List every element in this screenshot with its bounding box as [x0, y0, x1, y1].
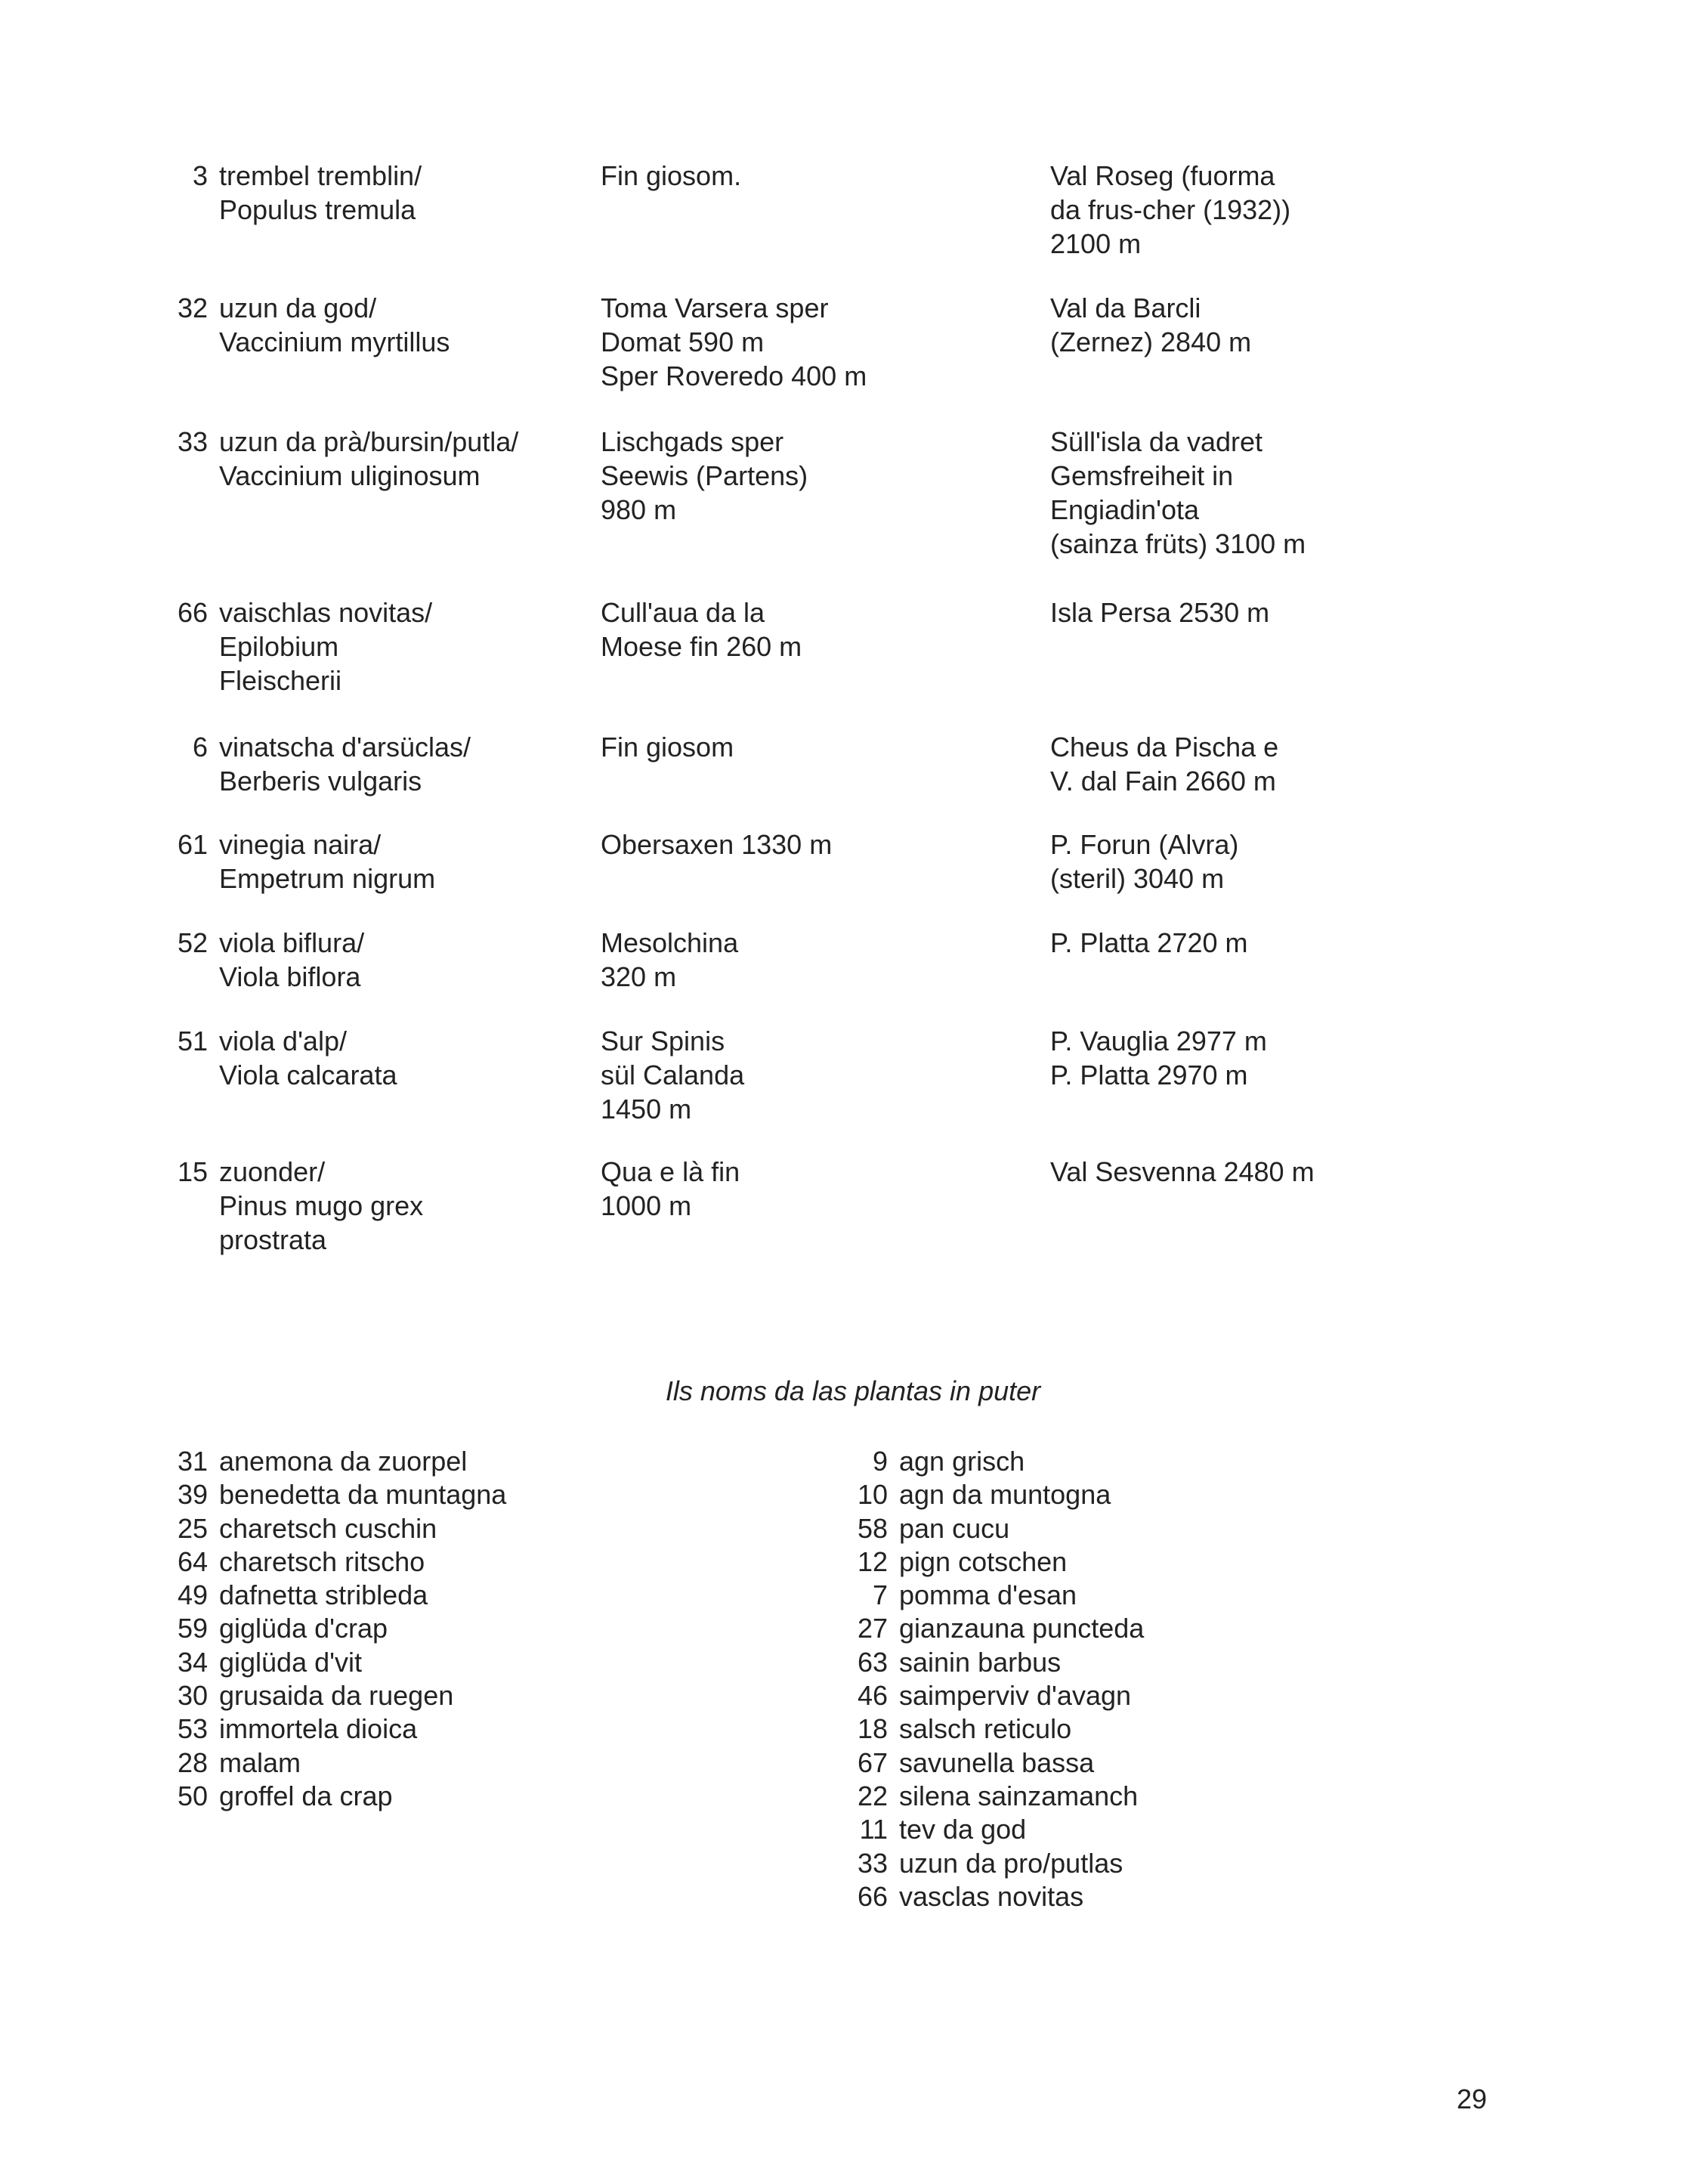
list-item-number: 64	[177, 1545, 208, 1577]
list-item-number: 59	[177, 1613, 208, 1644]
highest-site-line: Cheus da Pischa e	[1050, 732, 1279, 763]
list-item-name: salsch reticulo	[899, 1713, 1072, 1745]
list-item	[820, 1646, 1144, 1679]
lowest-site-line: Fin giosom	[601, 732, 734, 763]
highest-site-line: 2100 m	[1050, 228, 1142, 259]
list-item	[820, 1880, 1144, 1913]
highest-site-line: Isla Persa 2530 m	[1050, 597, 1270, 628]
list-item	[820, 1813, 1144, 1846]
highest-site-line: V. dal Fain 2660 m	[1050, 766, 1276, 797]
plant-name-line: vaischlas novitas/	[219, 597, 433, 628]
list-item	[140, 1512, 506, 1545]
plant-name-line: Vaccinium uliginosum	[219, 460, 481, 491]
list-item-number: 30	[177, 1680, 208, 1712]
highest-site-cell	[1050, 730, 1504, 798]
list-item-name: immortela dioica	[219, 1713, 418, 1745]
list-item-name: dafnetta stribleda	[219, 1579, 428, 1611]
list-item-name: savunella bassa	[899, 1746, 1095, 1778]
lowest-site-cell	[601, 291, 994, 393]
plant-name-line: viola d'alp/	[219, 1025, 347, 1056]
list-item	[140, 1478, 506, 1511]
list-item-number: 25	[177, 1512, 208, 1544]
highest-site-cell	[1050, 926, 1504, 960]
highest-site-line: P. Platta 2720 m	[1050, 927, 1248, 958]
list-item-number: 53	[177, 1713, 208, 1745]
list-item	[820, 1612, 1144, 1645]
lowest-site-cell	[601, 828, 994, 862]
lowest-site-line: Domat 590 m	[601, 326, 765, 357]
highest-site-line: (steril) 3040 m	[1050, 863, 1225, 894]
list-item-name: pign cotschen	[899, 1545, 1068, 1577]
table-row	[0, 595, 1706, 732]
highest-site-line: da frus-cher (1932))	[1050, 194, 1291, 225]
plant-name-line: vinegia naira/	[219, 829, 382, 860]
list-item-name: groffel da crap	[219, 1780, 393, 1811]
highest-site-line: Engiadin'ota	[1050, 494, 1200, 525]
name-list-left	[140, 1445, 506, 1813]
page-number: 29	[1456, 2083, 1487, 2114]
list-item	[820, 1679, 1144, 1712]
list-item-name: pomma d'esan	[899, 1579, 1077, 1611]
entry-number: 6	[192, 732, 208, 763]
list-item-name: pan cucu	[899, 1512, 1010, 1544]
highest-site-line: Val Roseg (fuorma	[1050, 160, 1275, 191]
list-item	[140, 1712, 506, 1746]
table-row	[0, 425, 1706, 561]
entry-number: 66	[177, 597, 208, 628]
list-item-name: grusaida da ruegen	[219, 1680, 454, 1712]
list-item-name: malam	[219, 1746, 301, 1778]
list-item-name: uzun da pro/putlas	[899, 1847, 1123, 1879]
list-item-number: 11	[859, 1814, 888, 1845]
list-item-number: 39	[177, 1479, 208, 1511]
lowest-site-line: Mesolchina	[601, 927, 739, 958]
list-item-number: 18	[857, 1713, 888, 1745]
lowest-site-cell	[601, 1024, 994, 1126]
list-item-name: saimperviv d'avagn	[899, 1680, 1132, 1712]
list-item	[820, 1579, 1144, 1612]
table-row	[0, 291, 1706, 427]
highest-site-line: P. Platta 2970 m	[1050, 1060, 1248, 1090]
entry-number: 61	[177, 829, 208, 860]
list-item-name: agn da muntogna	[899, 1479, 1111, 1511]
lowest-site-line: Fin giosom.	[601, 160, 742, 191]
plant-name-line: vinatscha d'arsüclas/	[219, 732, 471, 763]
plant-name-cell	[219, 159, 582, 227]
entry-number: 52	[177, 927, 208, 958]
highest-site-line: Val Sesvenna 2480 m	[1050, 1156, 1315, 1187]
plant-name-line: trembel tremblin/	[219, 160, 422, 191]
list-item-name: benedetta da muntagna	[219, 1479, 507, 1511]
entry-number: 32	[177, 292, 208, 323]
lowest-site-line: 1450 m	[601, 1094, 692, 1124]
plant-name-cell	[219, 291, 582, 359]
list-item	[820, 1545, 1144, 1579]
list-item-name: giglüda d'vit	[219, 1646, 362, 1678]
list-item-number: 27	[857, 1613, 888, 1644]
highest-site-cell	[1050, 159, 1504, 261]
plant-name-line: Pinus mugo grex	[219, 1190, 424, 1221]
lowest-site-line: Toma Varsera sper	[601, 292, 829, 323]
highest-site-line: P. Vauglia 2977 m	[1050, 1025, 1267, 1056]
list-item-number: 10	[857, 1479, 888, 1511]
list-item-number: 50	[177, 1780, 208, 1811]
plant-name-cell	[219, 730, 582, 798]
plant-name-line: viola biflura/	[219, 927, 365, 958]
list-item	[820, 1712, 1144, 1746]
lowest-site-cell	[601, 926, 994, 994]
entry-number: 15	[177, 1156, 208, 1187]
lowest-site-cell	[601, 595, 994, 664]
list-item	[140, 1612, 506, 1645]
list-item-number: 9	[872, 1446, 888, 1477]
highest-site-cell	[1050, 595, 1504, 630]
list-item-number: 63	[857, 1646, 888, 1678]
list-item	[820, 1512, 1144, 1545]
list-item-number: 58	[857, 1512, 888, 1544]
highest-site-cell	[1050, 828, 1504, 896]
highest-site-cell	[1050, 425, 1504, 561]
plant-name-line: Viola calcarata	[219, 1060, 397, 1090]
plant-name-line: Fleischerii	[219, 665, 342, 696]
list-item-number: 66	[857, 1880, 888, 1912]
lowest-site-cell	[601, 730, 994, 764]
plant-name-cell	[219, 1024, 582, 1092]
list-item-number: 67	[857, 1746, 888, 1778]
highest-site-line: Gemsfreiheit in	[1050, 460, 1234, 491]
list-item	[820, 1478, 1144, 1511]
highest-site-line: Süll'isla da vadret	[1050, 426, 1263, 457]
lowest-site-cell	[601, 159, 994, 193]
plant-name-line: uzun da god/	[219, 292, 377, 323]
list-item-name: giglüda d'crap	[219, 1613, 388, 1644]
name-list-right	[820, 1445, 1144, 1913]
section-subtitle: Ils noms da las plantas in puter	[665, 1375, 1041, 1406]
list-item-number: 34	[177, 1646, 208, 1678]
plant-name-line: Viola biflora	[219, 961, 361, 992]
table-row	[0, 159, 1706, 295]
list-item-number: 22	[857, 1780, 888, 1811]
lowest-site-line: Sper Roveredo 400 m	[601, 360, 867, 391]
lowest-site-line: 980 m	[601, 494, 677, 525]
lowest-site-cell	[601, 1155, 994, 1223]
lowest-site-line: 1000 m	[601, 1190, 692, 1221]
list-item	[140, 1780, 506, 1813]
table-row	[0, 1024, 1706, 1160]
entry-number: 51	[177, 1025, 208, 1056]
list-item	[140, 1646, 506, 1679]
plant-name-cell	[219, 828, 582, 896]
lowest-site-line: Cull'aua da la	[601, 597, 765, 628]
list-item-name: sainin barbus	[899, 1646, 1062, 1678]
highest-site-cell	[1050, 1024, 1504, 1092]
plant-name-line: uzun da prà/bursin/putla/	[219, 426, 519, 457]
list-item-name: vasclas novitas	[899, 1880, 1084, 1912]
list-item-name: gianzauna puncteda	[899, 1613, 1145, 1644]
highest-site-cell	[1050, 1155, 1504, 1189]
list-item	[820, 1847, 1144, 1880]
lowest-site-line: Obersaxen 1330 m	[601, 829, 833, 860]
plant-name-line: prostrata	[219, 1224, 327, 1255]
list-item-number: 12	[857, 1545, 888, 1577]
lowest-site-line: sül Calanda	[601, 1060, 745, 1090]
plant-name-line: zuonder/	[219, 1156, 326, 1187]
plant-name-line: Populus tremula	[219, 194, 416, 225]
list-item-name: silena sainzamanch	[899, 1780, 1139, 1811]
lowest-site-line: Lischgads sper	[601, 426, 784, 457]
list-item-name: agn grisch	[899, 1446, 1025, 1477]
list-item-number: 33	[857, 1847, 888, 1879]
plant-name-line: Berberis vulgaris	[219, 766, 422, 797]
list-item-name: tev da god	[899, 1814, 1027, 1845]
plant-name-cell	[219, 926, 582, 994]
plant-name-cell	[219, 595, 582, 698]
plant-name-line: Empetrum nigrum	[219, 863, 436, 894]
lowest-site-line: Moese fin 260 m	[601, 631, 802, 662]
list-item	[140, 1746, 506, 1780]
table-row	[0, 1155, 1706, 1291]
plant-name-cell	[219, 425, 582, 493]
list-item	[820, 1445, 1144, 1478]
highest-site-line: P. Forun (Alvra)	[1050, 829, 1239, 860]
lowest-site-line: Sur Spinis	[601, 1025, 725, 1056]
lowest-site-line: 320 m	[601, 961, 677, 992]
list-item-number: 28	[177, 1746, 208, 1778]
list-item	[140, 1545, 506, 1579]
lowest-site-line: Qua e là fin	[601, 1156, 740, 1187]
list-item-number: 49	[177, 1579, 208, 1611]
list-item-name: charetsch cuschin	[219, 1512, 437, 1544]
highest-site-line: (sainza früts) 3100 m	[1050, 528, 1306, 559]
list-item	[140, 1579, 506, 1612]
list-item-name: anemona da zuorpel	[219, 1446, 468, 1477]
lowest-site-cell	[601, 425, 994, 527]
highest-site-line: Val da Barcli	[1050, 292, 1201, 323]
lowest-site-line: Seewis (Partens)	[601, 460, 808, 491]
list-item	[140, 1679, 506, 1712]
list-item-number: 7	[872, 1579, 888, 1611]
plant-name-line: Epilobium	[219, 631, 339, 662]
highest-site-line: (Zernez) 2840 m	[1050, 326, 1252, 357]
entry-number: 3	[192, 160, 208, 191]
list-item-number: 46	[857, 1680, 888, 1712]
list-item	[140, 1445, 506, 1478]
list-item-name: charetsch ritscho	[219, 1545, 425, 1577]
plant-name-cell	[219, 1155, 582, 1257]
highest-site-cell	[1050, 291, 1504, 359]
list-item	[820, 1780, 1144, 1813]
entry-number: 33	[177, 426, 208, 457]
plant-name-line: Vaccinium myrtillus	[219, 326, 450, 357]
list-item	[820, 1746, 1144, 1780]
list-item-number: 31	[177, 1446, 208, 1477]
